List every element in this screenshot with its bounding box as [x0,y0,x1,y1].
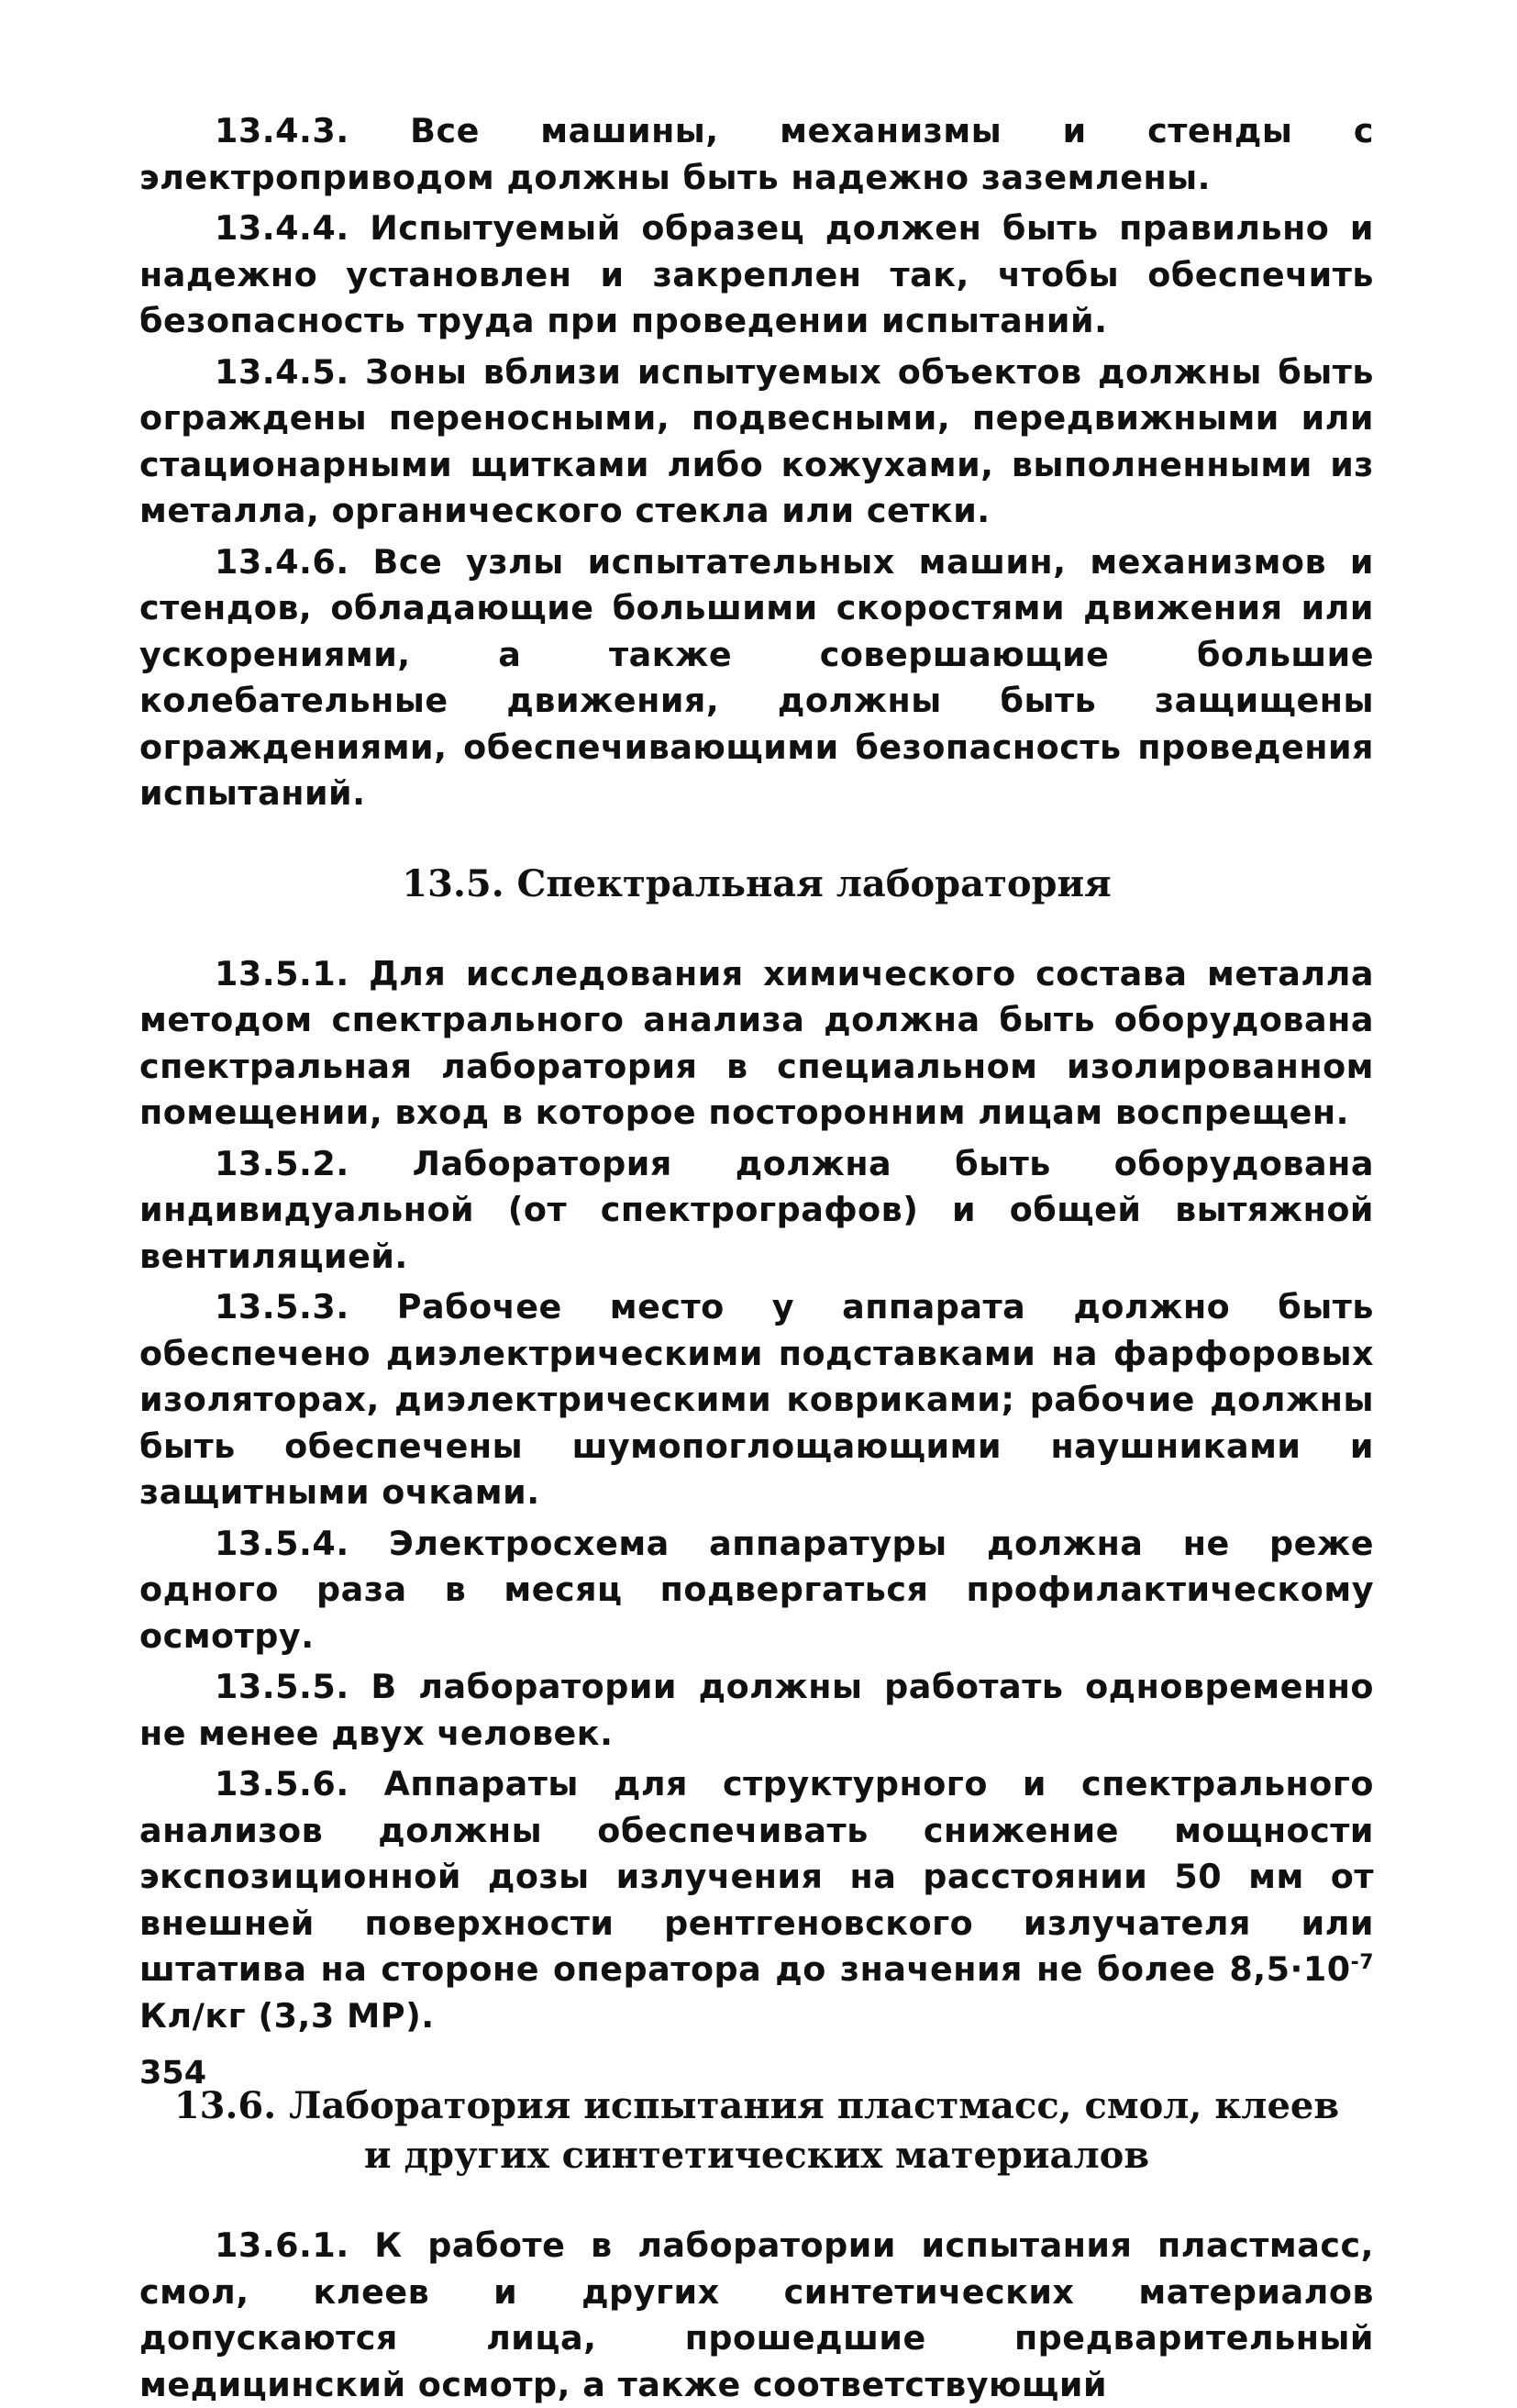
paragraph-13-4-5: 13.4.5. Зоны вблизи испытуемых объектов должны быть ограждены переносными, подвесными, передвижными или стационарными щитками либо кожухами, выполненными из металла, органического стекла или сетки. [139,351,1374,530]
page-number: 354 [139,2055,207,2092]
section-heading-13-5: 13.5. Спектральная лаборатория [402,861,1112,905]
paragraph-13-5-3: 13.5.3. Рабочее место у аппарата должно быть обеспечено диэлектрическими подставками на фарфоровых изоляторах, диэлектрическими ковриками; рабочие должны быть обеспечены шумопоглощающими наушниками и защитными очками. [139,1287,1374,1512]
paragraph-13-5-6-text: 13.5.6. Аппараты для структурного и спектрального анализов должны обеспечивать снижение мощности экспозиционной дозы излучения на расстоянии 50 мм от внешней поверхности рентгеновского излучателя или штатива на стороне оператора до значения не более 8,5·10 [139,1764,1374,1989]
paragraph-13-5-2: 13.5.2. Лаборатория должна быть оборудована индивидуальной (от спектрографов) и общей вытяжной вентиляцией. [139,1143,1374,1276]
paragraph-13-5-1: 13.5.1. Для исследования химического состава металла методом спектрального анализа должна быть оборудована спектральная лаборатория в специальном изолированном помещении, вход в которое посторонним лицам воспрещен. [139,953,1374,1132]
paragraph-13-4-4: 13.4.4. Испытуемый образец должен быть правильно и надежно установлен и закреплен так, чтобы обеспечить безопасность труда при проведении испытаний. [139,208,1374,340]
paragraph-13-4-3: 13.4.3. Все машины, механизмы и стенды с электроприводом должны быть надежно заземлены. [139,111,1374,197]
paragraph-13-4-6: 13.4.6. Все узлы испытательных машин, механизмов и стендов, обладающие большими скоростями движения или ускорениями, а также совершающие большие колебательные движения, должны быть защищены ограждениями, обеспечивающими безопасность проведения испытаний. [139,541,1374,813]
paragraph-13-5-6-tail: Кл/кг (3,3 МР). [139,1995,435,2036]
paragraph-13-5-6 [139,1761,1374,2039]
paragraph-13-5-5: 13.5.5. В лаборатории должны работать одновременно не менее двух человек. [139,1667,1374,1753]
paragraph-13-6-1: 13.6.1. К работе в лаборатории испытания пластмасс, смол, клеев и других синтетических материалов допускаются лица, прошедшие предварительный медицинский осмотр, а также соответствующий [139,2225,1374,2404]
paragraph-13-5-4: 13.5.4. Электросхема аппаратуры должна не реже одного раза в месяц подвергаться профилактическому осмотру. [139,1523,1374,1656]
section-heading-13-6 [139,2081,1374,2181]
section-heading-13-6-line2: и других синтетических материалов [363,2134,1150,2177]
section-heading-13-6-line1: 13.6. Лаборатория испытания пластмасс, смол, клеев [173,2084,1340,2127]
exponent: -7 [1350,1950,1374,1974]
